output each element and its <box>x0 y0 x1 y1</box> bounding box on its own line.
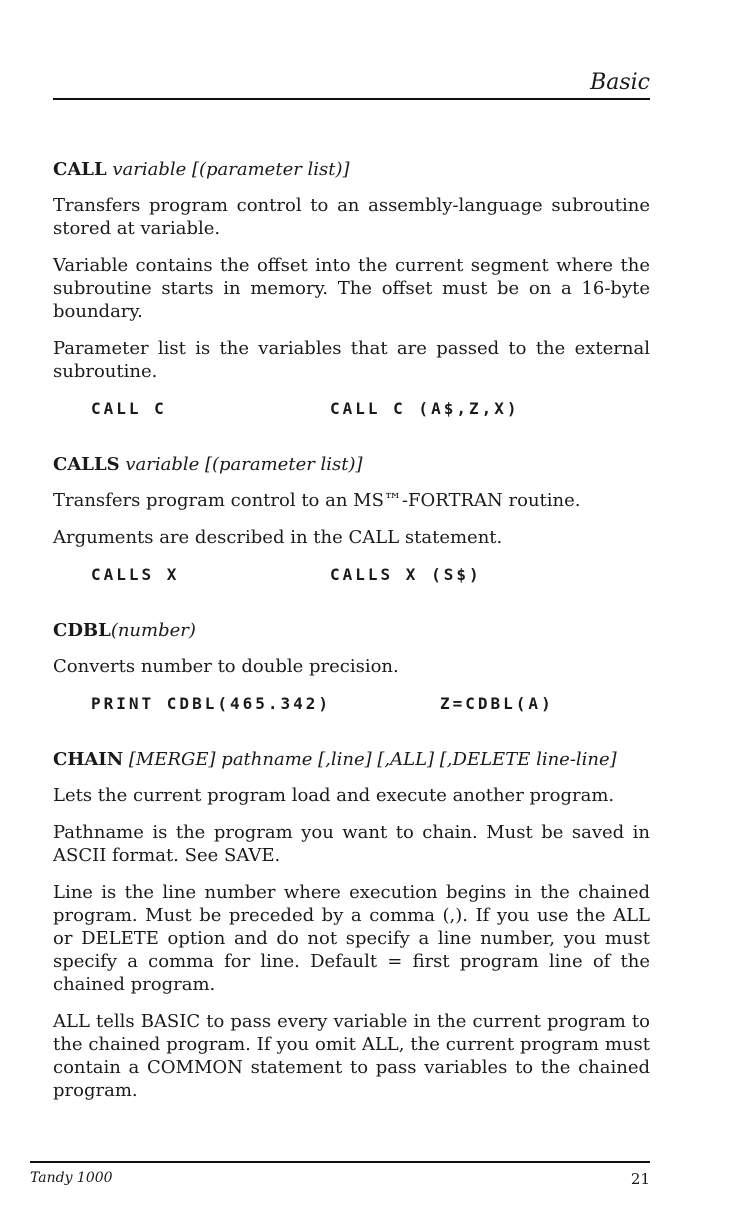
syntax-line <box>53 453 650 476</box>
entry-chain <box>53 748 650 1102</box>
example-code: Z=CDBL(A) <box>440 694 554 713</box>
description: Transfers program control to an MS™-FORTRAN routine. <box>53 490 581 511</box>
syntax-args: variable [(parameter list)] <box>106 159 350 180</box>
footer-rule <box>30 1161 650 1163</box>
description: Line is the line number where execution begins in the chained program. Must be preceded by a comma (,). If you use the ALL or DELETE option and do not specify a line number, you must specify a comma for line. Default = first program line of the chained program. <box>53 882 650 995</box>
example-code: CALL C (A$,Z,X) <box>330 399 520 418</box>
syntax-line <box>53 619 650 642</box>
syntax-args: (number) <box>110 620 196 641</box>
example-code: CALLS X (S$) <box>330 565 482 584</box>
syntax-args: variable [(parameter list)] <box>119 454 363 475</box>
syntax-args: [MERGE] pathname [,line] [,ALL] [,DELETE line-line] <box>123 749 617 770</box>
syntax-line <box>53 158 650 181</box>
keyword: CALLS <box>53 454 120 475</box>
example-row <box>53 397 650 423</box>
example-code: CALL C <box>91 399 167 418</box>
example-row <box>53 692 650 718</box>
description: Arguments are described in the CALL statement. <box>53 527 503 548</box>
description: Transfers program control to an assembly-language subroutine stored at variable. <box>53 195 650 239</box>
entry-calls <box>53 453 650 589</box>
syntax-line <box>53 748 650 771</box>
footer-product-name: Tandy 1000 <box>30 1170 113 1186</box>
header-rule <box>53 98 650 100</box>
description: Parameter list is the variables that are passed to the external subroutine. <box>53 338 650 382</box>
entry-call <box>53 158 650 423</box>
description: Variable contains the offset into the current segment where the subroutine starts in memory. The offset must be on a 16-byte boundary. <box>53 255 650 322</box>
page-content <box>53 158 650 1132</box>
example-code: PRINT CDBL(465.342) <box>91 694 332 713</box>
page-number: 21 <box>630 1170 650 1188</box>
description: ALL tells BASIC to pass every variable in the current program to the chained program. If you omit ALL, the current program must contain a COMMON statement to pass variables to the chained program. <box>53 1011 650 1101</box>
description: Lets the current program load and execute another program. <box>53 785 615 806</box>
running-header: Basic <box>590 70 650 95</box>
keyword: CDBL <box>53 620 111 641</box>
entry-cdbl <box>53 619 650 718</box>
description: Pathname is the program you want to chain. Must be saved in ASCII format. See SAVE. <box>53 822 650 866</box>
description: Converts number to double precision. <box>53 656 399 677</box>
keyword: CALL <box>53 159 107 180</box>
example-code: CALLS X <box>91 565 180 584</box>
keyword: CHAIN <box>53 749 124 770</box>
example-row <box>53 563 650 589</box>
